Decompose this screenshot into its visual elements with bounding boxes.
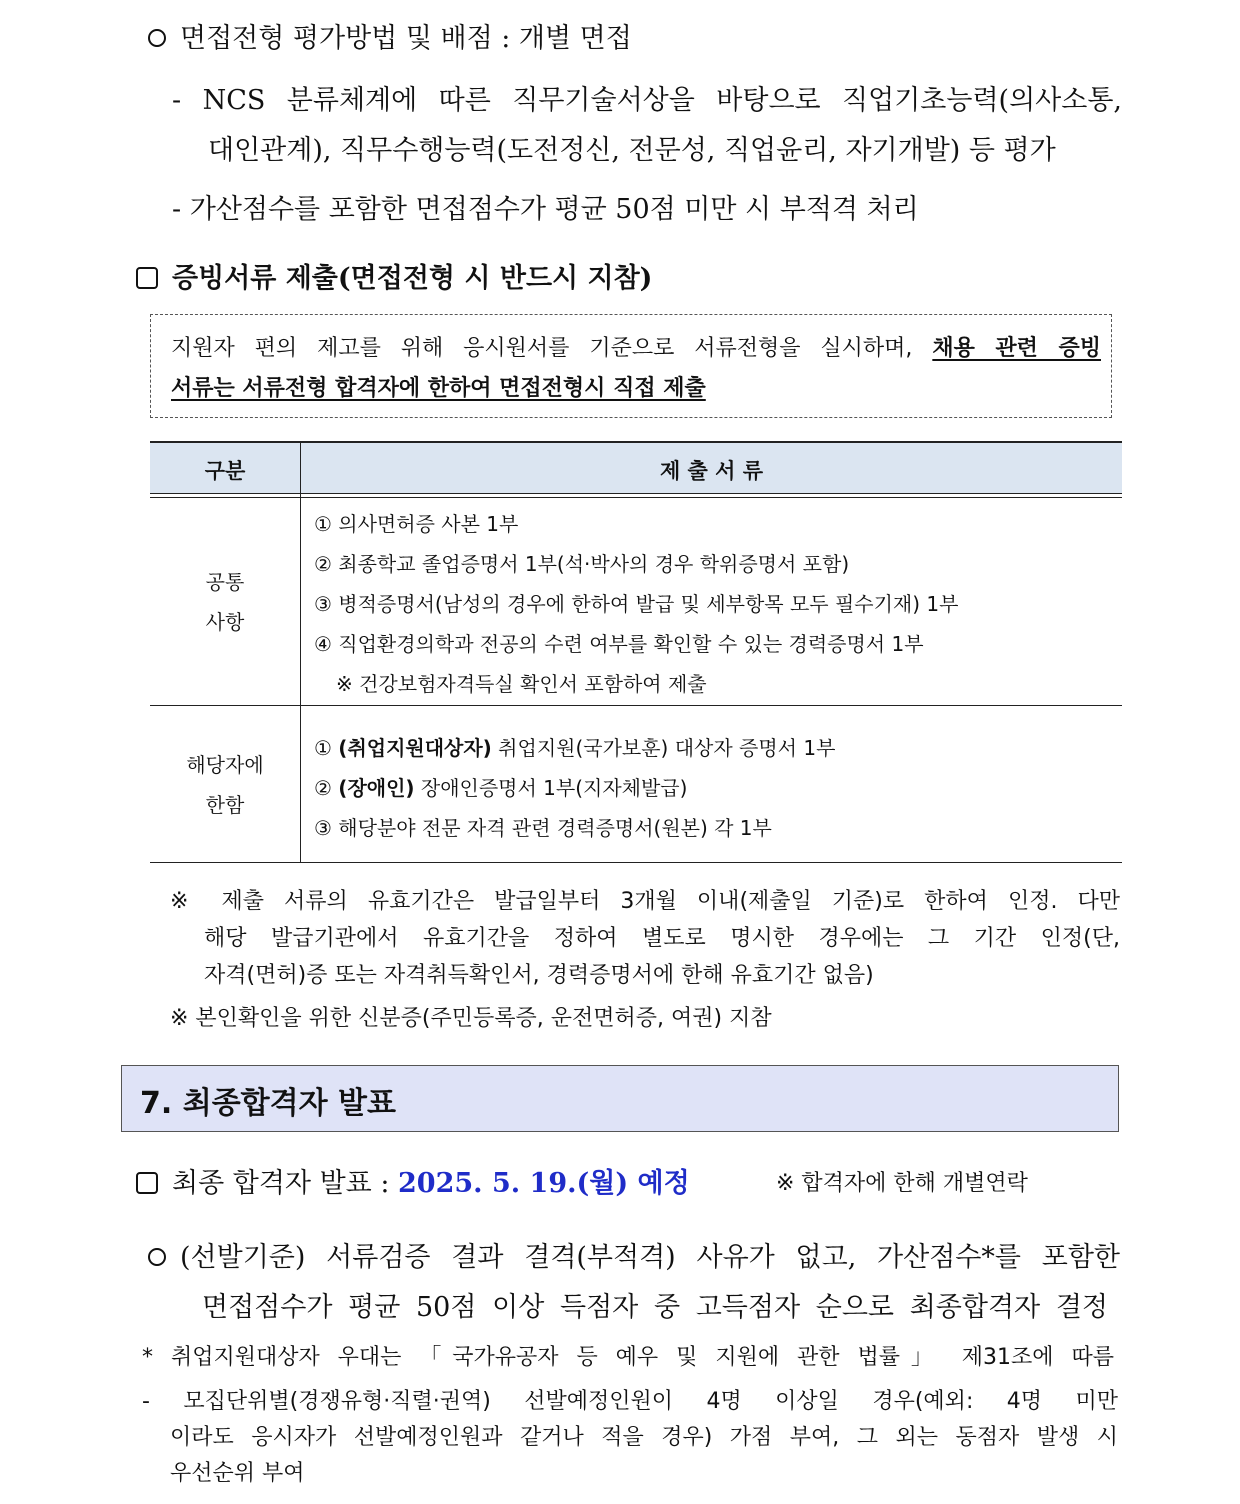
circle-bullet-icon xyxy=(148,29,166,47)
tiebreak-note-line-3: 우선순위 부여 xyxy=(170,1461,305,1486)
criteria-line-1: (선발기준) 서류검증 결과 결격(부적격) 사유가 없고, 가산점수*를 포함한 xyxy=(148,1235,1120,1274)
interview-item-2: - 가산점수를 포함한 면접점수가 평균 50점 미만 시 부적격 처리 xyxy=(172,194,919,225)
interview-heading: 면접전형 평가방법 및 배점 : 개별 면접 xyxy=(148,16,632,55)
documents-note-line-1: 지원자 편의 제고를 위해 응시원서를 기준으로 서류전형을 실시하며, 채용 관련 증빙 xyxy=(171,336,1101,361)
tiebreak-note-line-1: - 모집단위별(경쟁유형·직렬·권역) 선발예정인원이 4명 이상일 경우(예외: 4명 미만 xyxy=(142,1389,1118,1414)
table-column-divider xyxy=(300,443,301,862)
table-cell-item: ② (장애인) 장애인증명서 1부(지자체발급) xyxy=(314,776,688,800)
table-bottom-border xyxy=(150,862,1122,863)
id-note: ※ 본인확인을 위한 신분증(주민등록증, 운전면허증, 여권) 지참 xyxy=(170,1006,772,1031)
table-cell-item: ① 의사면허증 사본 1부 xyxy=(314,512,519,536)
section-7-banner xyxy=(121,1065,1119,1132)
table-cell-item: ② 최종학교 졸업증명서 1부(석·박사의 경우 학위증명서 포함) xyxy=(314,552,850,576)
table-header-divider xyxy=(150,497,1122,498)
announcement-note: ※ 합격자에 한해 개별연락 xyxy=(776,1171,1028,1196)
announcement-line: 최종 합격자 발표 : 2025. 5. 19.(월) 예정 xyxy=(136,1161,690,1200)
table-cell-note: ※ 건강보험자격득실 확인서 포함하여 제출 xyxy=(336,672,707,696)
circle-bullet-icon xyxy=(148,1248,166,1266)
interview-item-1-line-2: 대인관계), 직무수행능력(도전정신, 전문성, 직업윤리, 자기개발) 등 평가 xyxy=(208,135,1056,166)
checkbox-square-icon xyxy=(136,267,158,289)
announcement-date: 2025. 5. 19.(월) 예정 xyxy=(398,1168,690,1199)
table-row-category: 해당자에 한함 xyxy=(186,753,264,817)
documents-note-box xyxy=(150,314,1112,418)
documents-heading: 증빙서류 제출(면접전형 시 반드시 지참) xyxy=(136,256,652,295)
table-cell-item: ④ 직업환경의학과 전공의 수련 여부를 확인할 수 있는 경력증명서 1부 xyxy=(314,632,924,656)
table-header-documents: 제 출 서 류 xyxy=(659,459,764,483)
validity-note-line-1: ※ 제출 서류의 유효기간은 발급일부터 3개월 이내(제출일 기준)로 한하여 인정. 다만 xyxy=(170,889,1120,914)
interview-item-1-line-1: - NCS 분류체계에 따른 직무기술서상을 바탕으로 직업기초능력(의사소통, xyxy=(172,85,1122,116)
table-cell-item: ③ 해당분야 전문 자격 관련 경력증명서(원본) 각 1부 xyxy=(314,816,772,840)
checkbox-square-icon xyxy=(136,1172,158,1194)
tiebreak-note-line-2: 이라도 응시자가 선발예정인원과 같거나 적을 경우) 가점 부여, 그 외는 동점자 발생 시 xyxy=(170,1425,1118,1450)
documents-note-line-2: 서류는 서류전형 합격자에 한하여 면접전형시 직접 제출 xyxy=(171,376,706,401)
validity-note-line-3: 자격(면허)증 또는 자격취득확인서, 경력증명서에 한해 유효기간 없음) xyxy=(204,963,874,988)
table-row-category: 공통 사항 xyxy=(205,570,245,634)
table-row-divider xyxy=(150,705,1122,706)
criteria-line-2: 면접점수가 평균 50점 이상 득점자 중 고득점자 순으로 최종합격자 결정 xyxy=(202,1292,1108,1323)
table-header-category: 구분 xyxy=(204,459,246,483)
table-cell-item: ③ 병적증명서(남성의 경우에 한하여 발급 및 세부항목 모두 필수기재) 1부 xyxy=(314,592,959,616)
validity-note-line-2: 해당 발급기관에서 유효기간을 정하여 별도로 명시한 경우에는 그 기간 인정(단, xyxy=(204,926,1120,951)
section-7-title: 7. 최종합격자 발표 xyxy=(140,1086,397,1121)
table-cell-item: ① (취업지원대상자) 취업지원(국가보훈) 대상자 증명서 1부 xyxy=(314,736,836,760)
table-header-divider xyxy=(150,493,1122,494)
footnote: * 취업지원대상자 우대는 「국가유공자 등 예우 및 지원에 관한 법률」 제31조에 따름 xyxy=(142,1345,1114,1370)
